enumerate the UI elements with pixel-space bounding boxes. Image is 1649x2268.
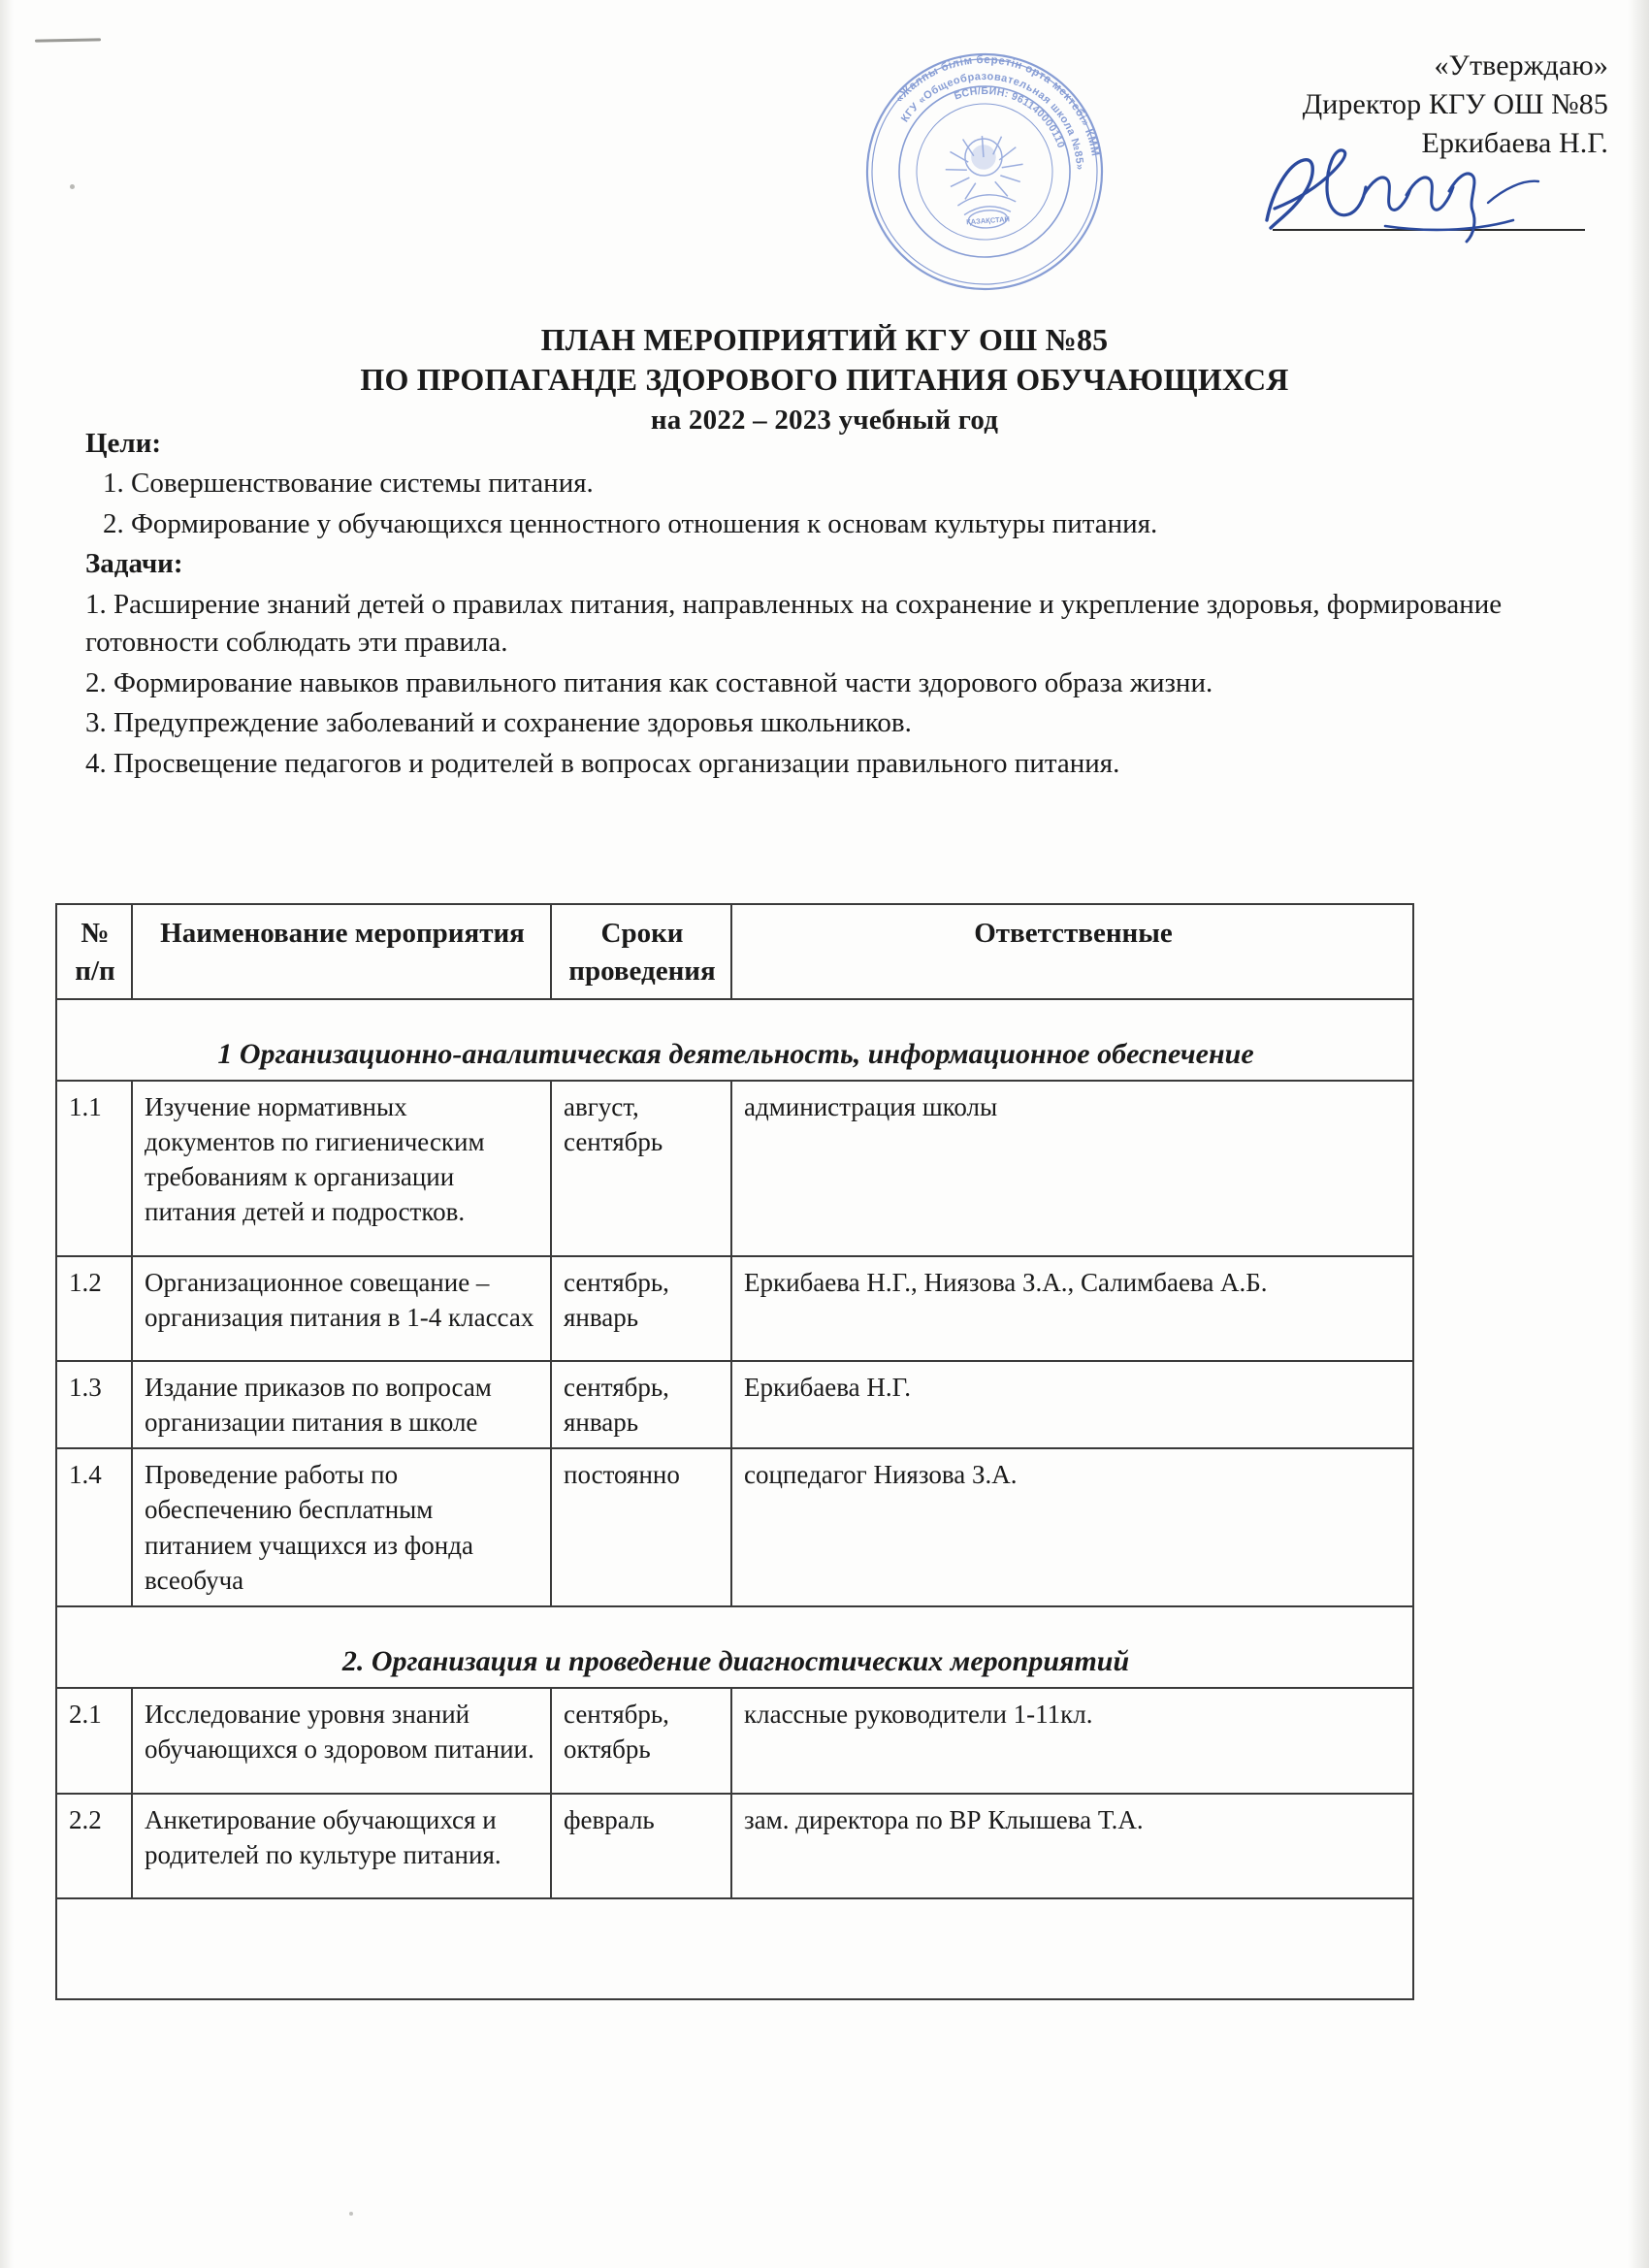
scan-speck — [70, 184, 75, 189]
goal-item: 2. Формирование у обучающихся ценностного отношения к основам культуры питания. — [103, 507, 1158, 539]
table-row — [56, 1081, 1413, 1256]
row-number: 2.2 — [56, 1794, 132, 1898]
section-header-row — [56, 999, 1413, 1081]
column-header-number: № п/п — [56, 904, 132, 999]
scan-artifact-mark — [35, 38, 101, 42]
section-header-row — [56, 1606, 1413, 1688]
row-date: постоянно — [551, 1448, 731, 1606]
row-name: Организационное совещание – организация питания в 1-4 классах — [132, 1256, 551, 1361]
row-name: Издание приказов по вопросам организации питания в школе — [132, 1361, 551, 1448]
plan-table-wrapper — [55, 903, 1412, 2000]
column-header-dates: Сроки проведения — [551, 904, 731, 999]
row-responsible: администрация школы — [731, 1081, 1413, 1256]
row-date: февраль — [551, 1794, 731, 1898]
task-item: 1. Расширение знаний детей о правилах питания, направленных на сохранение и укрепление здоровья, формирование готовности соблюдать эти правила. — [85, 588, 1503, 659]
empty-cell — [56, 1898, 1413, 1999]
section-title: 2. Организация и проведение диагностических мероприятий — [56, 1606, 1413, 1688]
table-header-row — [56, 904, 1413, 999]
row-responsible: соцпедагог Ниязова З.А. — [731, 1448, 1413, 1606]
column-header-responsible: Ответственные — [731, 904, 1413, 999]
row-number: 1.3 — [56, 1361, 132, 1448]
svg-text:«Жалпы білім беретін орта мект: «Жалпы білім беретін орта мектебі» КММ — [893, 53, 1101, 158]
row-responsible: классные руководители 1-11кл. — [731, 1688, 1413, 1793]
document-title — [0, 320, 1649, 438]
title-line-1: ПЛАН МЕРОПРИЯТИЙ КГУ ОШ №85 — [540, 322, 1109, 357]
row-responsible: Еркибаева Н.Г. — [731, 1361, 1413, 1448]
plan-table — [55, 903, 1414, 2000]
table-row — [56, 1688, 1413, 1793]
row-name: Анкетирование обучающихся и родителей по культуре питания. — [132, 1794, 551, 1898]
row-number: 2.1 — [56, 1688, 132, 1793]
row-name: Исследование уровня знаний обучающихся о здоровом питании. — [132, 1688, 551, 1793]
approval-line-2: Директор КГУ ОШ №85 — [1302, 87, 1608, 120]
approval-line-3: Еркибаева Н.Г. — [1421, 126, 1608, 159]
plan-table-body — [56, 999, 1413, 1999]
row-date: сентябрь, январь — [551, 1361, 731, 1448]
approval-block — [1201, 47, 1608, 163]
row-date: август, сентябрь — [551, 1081, 731, 1256]
scan-speck — [349, 2212, 353, 2216]
task-item: 3. Предупреждение заболеваний и сохранение здоровья школьников. — [85, 707, 912, 739]
row-number: 1.4 — [56, 1448, 132, 1606]
column-header-name: Наименование мероприятия — [132, 904, 551, 999]
row-date: сентябрь, январь — [551, 1256, 731, 1361]
table-row — [56, 1448, 1413, 1606]
task-item: 4. Просвещение педагогов и родителей в вопросах организации правильного питания. — [85, 747, 1120, 779]
approval-line-1: «Утверждаю» — [1434, 49, 1608, 81]
goals-heading: Цели: — [85, 428, 162, 459]
official-round-stamp-icon — [845, 32, 1124, 311]
row-responsible: зам. директора по ВР Клышева Т.А. — [731, 1794, 1413, 1898]
row-name: Проведение работы по обеспечению бесплатным питанием учащихся из фонда всеобуча — [132, 1448, 551, 1606]
task-item: 2. Формирование навыков правильного питания как составной части здорового образа жизни. — [85, 666, 1213, 698]
table-row — [56, 1256, 1413, 1361]
goal-item: 1. Совершенствование системы питания. — [103, 468, 594, 500]
row-number: 1.1 — [56, 1081, 132, 1256]
row-responsible: Еркибаева Н.Г., Ниязова З.А., Салимбаева А.Б. — [731, 1256, 1413, 1361]
table-row — [56, 1794, 1413, 1898]
row-number: 1.2 — [56, 1256, 132, 1361]
tasks-heading: Задачи: — [85, 548, 183, 580]
signature-line — [1273, 229, 1585, 231]
empty-table-row — [56, 1898, 1413, 1999]
plan-table-head — [56, 904, 1413, 999]
svg-text:БСН/БИН: 961140000110: БСН/БИН: 961140000110 — [953, 84, 1067, 150]
svg-text:ҚАЗАҚСТАН: ҚАЗАҚСТАН — [965, 214, 1011, 227]
svg-text:КГУ «Общеобразовательная школа: КГУ «Общеобразовательная школа №85» — [898, 70, 1086, 171]
section-title: 1 Организационно-аналитическая деятельность, информационное обеспечение — [56, 999, 1413, 1081]
table-row — [56, 1361, 1413, 1448]
title-line-2: ПО ПРОПАГАНДЕ ЗДОРОВОГО ПИТАНИЯ ОБУЧАЮЩИХСЯ — [360, 361, 1289, 397]
title-line-academic-year: на 2022 – 2023 учебный год — [650, 404, 999, 436]
goals-and-tasks — [85, 425, 1569, 785]
row-name: Изучение нормативных документов по гигиеническим требованиям к организации питания детей и подростков. — [132, 1081, 551, 1256]
row-date: сентябрь, октябрь — [551, 1688, 731, 1793]
